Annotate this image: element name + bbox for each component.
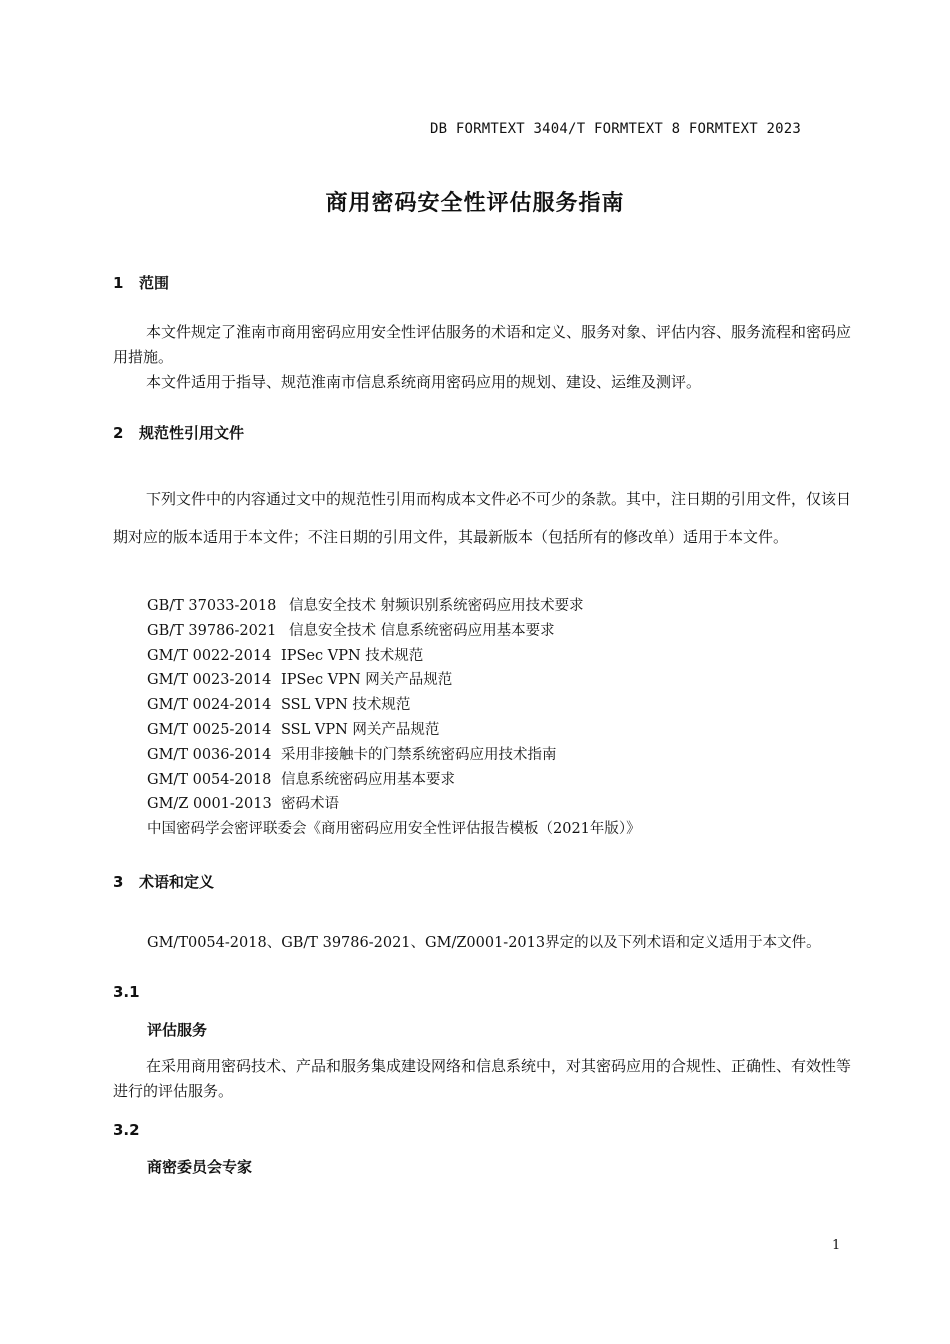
reference-item	[147, 743, 641, 768]
document-title: 商用密码安全性评估服务指南	[325, 191, 625, 216]
reference-item	[147, 768, 641, 793]
section-3-heading	[113, 871, 214, 892]
reference-item	[147, 644, 641, 669]
term-3-1-title: 评估服务	[147, 1021, 208, 1039]
reference-item-extra: 中国密码学会密评联委会《商用密码应用安全性评估报告模板（2021年版）》	[147, 821, 641, 838]
reference-name: SSL VPN 技术规范	[281, 697, 411, 714]
reference-code: GM/T 0054-2018	[147, 771, 272, 788]
reference-list	[147, 594, 641, 842]
reference-item	[147, 594, 641, 619]
reference-name: 信息系统密码应用基本要求	[281, 771, 455, 788]
reference-item	[147, 619, 641, 644]
reference-name: 采用非接触卡的门禁系统密码应用技术指南	[281, 746, 557, 763]
reference-name: IPSec VPN 网关产品规范	[281, 672, 453, 689]
reference-name: IPSec VPN 技术规范	[281, 647, 424, 664]
reference-code: GM/T 0025-2014	[147, 721, 272, 738]
normative-paragraph: 下列文件中的内容通过文中的规范性引用而构成本文件必不可少的条款。其中，注日期的引用文件，仅该日期对应的版本适用于本文件；不注日期的引用文件，其最新版本（包括所有的修改单）适用于本文件。	[113, 490, 852, 546]
reference-code: GM/T 0023-2014	[147, 672, 272, 689]
reference-name: SSL VPN 网关产品规范	[281, 721, 440, 738]
section-number: 1	[113, 274, 124, 292]
section-title: 规范性引用文件	[139, 424, 245, 442]
scope-paragraph-2: 本文件适用于指导、规范淮南市信息系统商用密码应用的规划、建设、运维及测评。	[146, 373, 702, 391]
section-2-heading	[113, 422, 244, 443]
reference-code: GB/T 39786-2021	[147, 622, 277, 639]
reference-item	[147, 718, 641, 743]
reference-name: 信息安全技术 信息系统密码应用基本要求	[289, 622, 555, 639]
section-title: 范围	[139, 274, 170, 292]
reference-code: GM/T 0022-2014	[147, 647, 272, 664]
section-1-heading	[113, 272, 169, 293]
term-3-2-title: 商密委员会专家	[147, 1158, 253, 1176]
terms-intro-paragraph: GM/T0054-2018、GB/T 39786-2021、GM/Z0001-2013界定的以及下列术语和定义适用于本文件。	[147, 935, 821, 951]
term-3-1-number: 3.1	[113, 983, 140, 1001]
section-number: 3	[113, 873, 124, 891]
reference-item	[147, 693, 641, 718]
section-title: 术语和定义	[139, 873, 215, 891]
section-number: 2	[113, 424, 124, 442]
term-3-1-definition: 在采用商用密码技术、产品和服务集成建设网络和信息系统中，对其密码应用的合规性、正确性、有效性等进行的评估服务。	[113, 1057, 852, 1100]
reference-item	[147, 792, 641, 817]
reference-name: 密码术语	[281, 796, 339, 813]
reference-code: GM/T 0024-2014	[147, 697, 272, 714]
reference-item	[147, 668, 641, 693]
reference-code: GB/T 37033-2018	[147, 598, 277, 614]
reference-name: 信息安全技术 射频识别系统密码应用技术要求	[289, 598, 584, 614]
reference-code: GM/Z 0001-2013	[147, 796, 272, 813]
page-number: 1	[832, 1238, 841, 1253]
document-code: DB FORMTEXT 3404/T FORMTEXT 8 FORMTEXT 2023	[430, 121, 802, 137]
reference-code: GM/T 0036-2014	[147, 746, 272, 763]
term-3-2-number: 3.2	[113, 1121, 140, 1139]
scope-paragraph-1: 本文件规定了淮南市商用密码应用安全性评估服务的术语和定义、服务对象、评估内容、服务流程和密码应用措施。	[113, 323, 852, 366]
